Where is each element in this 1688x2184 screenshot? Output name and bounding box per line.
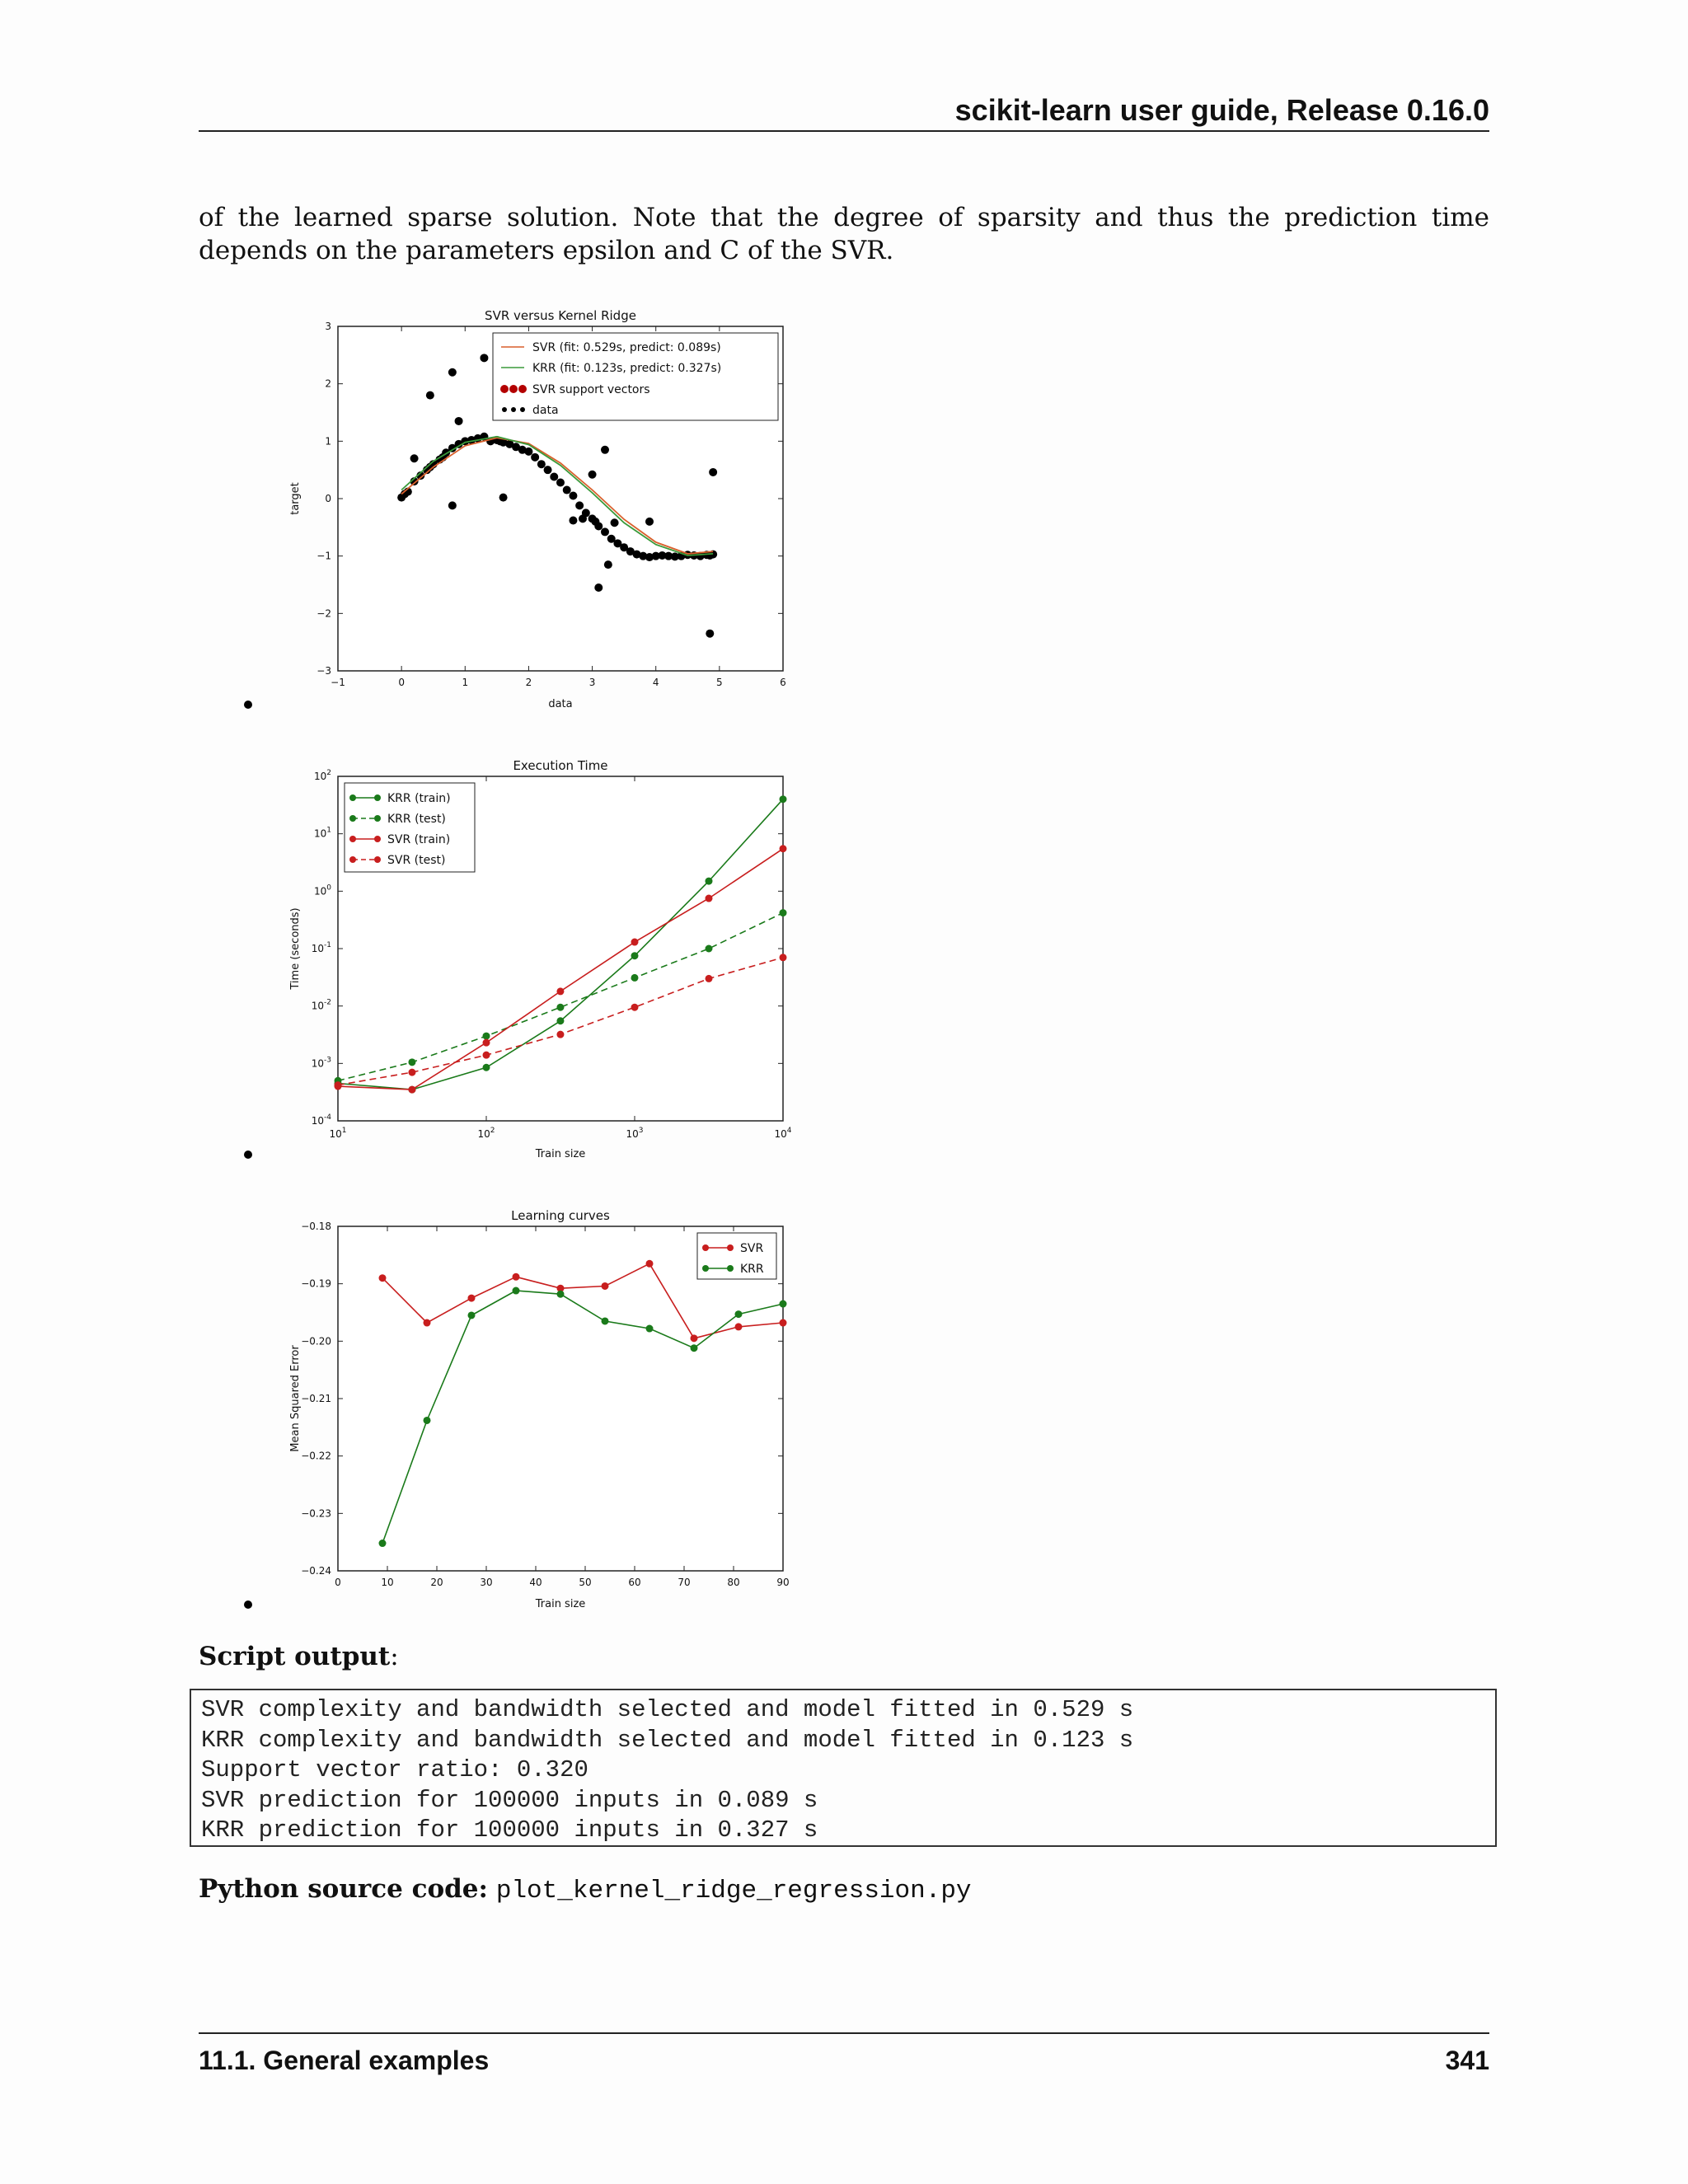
data-point [646,1260,654,1268]
data-point [604,560,612,569]
data-point [594,522,603,530]
data-point [557,1291,565,1298]
data-point [735,1323,743,1330]
footer-rule [199,2032,1489,2034]
data-point [556,1004,564,1011]
y-axis-label: Mean Squared Error [289,1345,302,1452]
data-point [448,501,457,509]
y-tick-label: −0.18 [301,1221,331,1232]
data-point [780,1319,787,1327]
legend-marker [727,1265,734,1272]
data-point [780,845,787,852]
x-tick-label: $10^4$ [774,1127,792,1140]
data-point [575,501,584,509]
x-tick-label: $10^3$ [626,1127,644,1140]
data-point [335,1081,342,1089]
x-tick-label: 6 [780,677,786,688]
figure-svr-vs-krr [272,305,799,709]
y-tick-label: −1 [316,550,331,562]
x-tick-label: 50 [579,1577,592,1588]
data-point [569,516,577,524]
x-tick-label: 2 [525,677,532,688]
data-point [531,453,539,462]
data-point [544,466,552,474]
y-tick-label: 1 [325,435,331,448]
legend-marker [502,407,507,412]
data-point [408,1058,415,1066]
legend-label: data [532,404,559,417]
x-tick-label: 30 [480,1577,493,1588]
footer-section: 11.1. General examples [199,2046,490,2075]
data-point [556,987,564,995]
bullet-marker [244,1151,252,1159]
script-output-block [190,1689,1497,1847]
data-point [780,1301,787,1308]
legend-marker [702,1244,709,1251]
x-axis-label: Train size [535,1148,586,1159]
data-point [588,471,597,479]
data-point [513,1287,520,1295]
data-point [556,1017,564,1024]
legend-label: SVR (fit: 0.529s, predict: 0.089s) [532,341,721,354]
data-point [468,1295,476,1302]
legend-marker [374,836,381,842]
x-tick-label: $10^1$ [329,1127,347,1140]
data-point [537,460,546,468]
data-point [524,448,532,456]
chart-title: SVR versus Kernel Ridge [485,308,636,323]
code-line: KRR complexity and bandwidth selected and model fitted in 0.123 s [201,1726,1134,1754]
data-point [602,1282,609,1290]
x-tick-label: 5 [716,677,723,688]
data-point [379,1274,387,1282]
x-tick-label: 3 [588,677,596,688]
chart-title: Learning curves [511,1208,610,1223]
legend-marker [349,794,356,801]
legend-label: KRR (train) [387,792,451,805]
code-line: Support vector ratio: 0.320 [201,1756,588,1783]
x-tick-label: 40 [529,1577,542,1588]
data-point [483,1033,490,1040]
script-output-label: Script output [199,1642,391,1671]
figure-execution-time [272,755,799,1159]
header-rule [199,130,1489,132]
data-point [594,583,603,592]
y-tick-label: $10^0$ [313,883,331,898]
data-point [563,486,571,494]
data-point [480,354,488,362]
legend-marker [727,1244,734,1251]
x-tick-label: 4 [652,677,659,688]
figure-learning-curves [272,1205,799,1609]
x-tick-label: 10 [381,1577,394,1588]
x-tick-label: 0 [335,1577,341,1588]
data-point [602,1317,609,1324]
code-line: KRR prediction for 100000 inputs in 0.327 s [201,1816,818,1844]
data-point [646,1325,654,1333]
legend-marker [520,407,525,412]
data-point [631,939,639,946]
data-point [631,1004,639,1011]
x-axis-label: data [548,698,573,709]
legend-label: KRR [740,1263,764,1276]
data-point [550,473,558,481]
script-output-heading [199,1640,399,1673]
data-point [483,1039,490,1047]
y-tick-label: 3 [325,321,331,332]
y-tick-label: −0.24 [301,1565,331,1577]
y-tick-label: 0 [325,493,331,504]
y-tick-label: −0.23 [301,1507,331,1520]
data-point [468,1311,476,1319]
data-point [499,494,508,502]
y-tick-label: $10^1$ [313,826,331,840]
legend-marker [374,794,381,801]
y-axis-label: Time (seconds) [289,907,302,990]
legend-label: SVR support vectors [532,383,650,396]
x-tick-label: 60 [628,1577,641,1588]
page-number: 341 [1445,2046,1489,2075]
legend-marker [509,385,518,393]
data-point [601,527,609,536]
data-point [579,514,587,523]
legend-label: SVR (train) [387,833,451,846]
y-tick-label: 2 [325,377,331,390]
chart-title: Execution Time [513,758,608,773]
legend-marker [500,385,509,393]
data-point [705,878,712,885]
legend-label: KRR (fit: 0.123s, predict: 0.327s) [532,362,722,375]
data-point [408,1069,415,1076]
x-tick-label: $10^2$ [477,1127,495,1140]
bullet-marker [244,701,252,709]
data-point [645,518,654,526]
legend-box [697,1233,776,1279]
data-point [426,391,434,400]
data-point [705,945,712,953]
chart-learning-curves [272,1205,799,1609]
x-tick-label: 20 [430,1577,443,1588]
data-point [735,1310,743,1318]
source-filename-link[interactable]: plot_kernel_ridge_regression.py [495,1877,972,1905]
data-point [601,446,609,454]
data-point [448,368,457,377]
data-point [691,1334,698,1342]
data-point [780,795,787,803]
y-tick-label: −2 [316,607,331,620]
data-point [513,1273,520,1281]
source-code-line [199,1872,972,1908]
data-point [379,1540,387,1547]
x-axis-label: Train size [535,1598,586,1609]
y-tick-label: $10^2$ [313,769,331,782]
legend-marker [374,815,381,822]
data-point [455,417,463,425]
x-tick-label: 0 [398,677,405,688]
data-point [706,630,714,638]
chart-execution-time [272,755,799,1159]
y-tick-label: −0.19 [301,1277,331,1290]
intro-paragraph: of the learned sparse solution. Note that the degree of sparsity and thus the prediction time depends on the parameters epsilon and C of the SVR. [199,203,1489,265]
data-point [569,492,577,500]
legend-marker [349,836,356,842]
data-point [705,895,712,902]
data-point [780,909,787,916]
x-tick-label: 70 [678,1577,691,1588]
data-point [408,1086,415,1094]
y-tick-label: −0.20 [301,1335,331,1347]
legend-label: SVR (test) [387,854,446,867]
data-point [780,954,787,961]
data-point [556,478,565,486]
chart-svr-vs-krr [272,305,799,709]
legend-marker [374,856,381,863]
y-tick-label: −0.21 [301,1393,331,1404]
data-point [631,974,639,982]
running-title: scikit-learn user guide, Release 0.16.0 [954,93,1489,127]
script-output-colon: : [390,1642,399,1671]
y-axis-label: target [289,482,302,515]
data-point [691,1344,698,1352]
data-point [705,975,712,982]
legend-marker [518,385,527,393]
y-tick-label: −0.22 [301,1450,331,1462]
data-point [631,952,639,959]
y-tick-label: $10^{-2}$ [311,998,331,1012]
x-tick-label: 90 [776,1577,790,1588]
legend-marker [702,1265,709,1272]
bullet-marker [244,1601,252,1609]
data-point [410,454,419,462]
x-tick-label: 1 [462,677,469,688]
y-tick-label: −3 [316,665,331,677]
data-point [483,1052,490,1059]
source-code-label: Python source code: [199,1874,488,1904]
data-point [424,1319,431,1327]
legend-marker [511,407,516,412]
y-tick-label: $10^{-4}$ [311,1113,331,1127]
y-tick-label: $10^{-3}$ [311,1056,331,1070]
x-tick-label: −1 [331,677,345,688]
legend-marker [349,856,356,863]
x-tick-label: 80 [727,1577,740,1588]
code-line: SVR prediction for 100000 inputs in 0.089 s [201,1786,818,1814]
legend-marker [349,815,356,822]
code-line: SVR complexity and bandwidth selected and model fitted in 0.529 s [201,1696,1134,1723]
y-tick-label: $10^{-1}$ [311,941,331,954]
data-point [556,1031,564,1038]
data-point [424,1417,431,1424]
data-point [709,468,717,476]
legend-label: SVR [740,1242,764,1255]
data-point [483,1064,490,1071]
legend-label: KRR (test) [387,813,446,826]
data-point [611,518,619,527]
